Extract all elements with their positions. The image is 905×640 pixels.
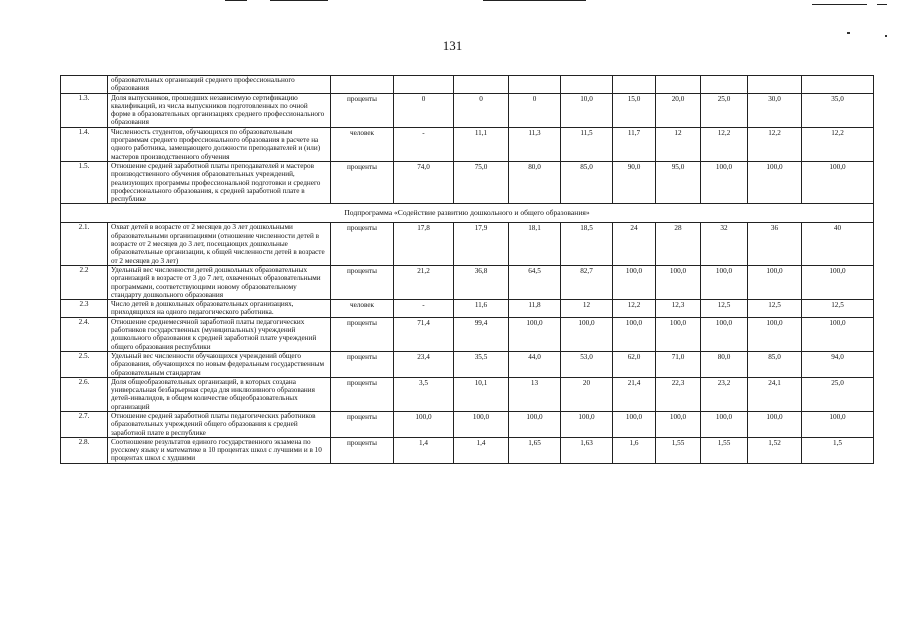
- value-cell: 100,0: [656, 317, 701, 351]
- value-cell: 0: [509, 93, 561, 127]
- indicator-name: Соотношение результатов единого государственного экзамена по русскому языку и математике в 10 процентах школ с лучшими и в 10 процентах школ с худшими: [108, 437, 331, 463]
- value-cell: 18,5: [561, 223, 613, 265]
- table-row: [61, 161, 874, 203]
- top-scan-line-1: [225, 0, 247, 1]
- table-row: [61, 76, 874, 94]
- value-cell: 100,0: [561, 411, 613, 437]
- row-number: 2.5.: [61, 351, 108, 377]
- value-cell: 1,55: [656, 437, 701, 463]
- value-cell: 100,0: [454, 411, 509, 437]
- table-row: [61, 351, 874, 377]
- value-cell: 100,0: [509, 411, 561, 437]
- value-cell: 1,63: [561, 437, 613, 463]
- value-cell: 20,0: [656, 93, 701, 127]
- indicator-name: Отношение среднемесячной заработной платы педагогических работников государственных (муниципальных) учреждений дошкольного образования к средней заработной плате учреждений общего образования республики: [108, 317, 331, 351]
- value-cell: [561, 76, 613, 94]
- unit-cell: [331, 76, 394, 94]
- value-cell: [802, 76, 874, 94]
- value-cell: 10,0: [561, 93, 613, 127]
- value-cell: 12,2: [748, 127, 802, 161]
- value-cell: 100,0: [802, 411, 874, 437]
- value-cell: 21,4: [613, 377, 656, 411]
- indicator-name: Численность студентов, обучающихся по образовательным программам среднего профессионального образования в расчете на одного работника, замещающего должности преподавателей и (или) мастеров производственного обучения: [108, 127, 331, 161]
- value-cell: 1,5: [802, 437, 874, 463]
- value-cell: 12: [656, 127, 701, 161]
- unit-cell: проценты: [331, 351, 394, 377]
- unit-cell: проценты: [331, 93, 394, 127]
- value-cell: [656, 76, 701, 94]
- value-cell: 44,0: [509, 351, 561, 377]
- value-cell: 100,0: [509, 317, 561, 351]
- table-row: [61, 300, 874, 318]
- value-cell: 74,0: [394, 161, 454, 203]
- value-cell: 100,0: [802, 317, 874, 351]
- value-cell: 1,4: [394, 437, 454, 463]
- value-cell: 15,0: [613, 93, 656, 127]
- value-cell: 1,6: [613, 437, 656, 463]
- top-scan-line-5: [877, 4, 887, 5]
- value-cell: 90,0: [613, 161, 656, 203]
- value-cell: 71,4: [394, 317, 454, 351]
- value-cell: 40: [802, 223, 874, 265]
- table-row: [61, 265, 874, 299]
- value-cell: 0: [394, 93, 454, 127]
- value-cell: 85,0: [748, 351, 802, 377]
- value-cell: 1,52: [748, 437, 802, 463]
- value-cell: 100,0: [701, 265, 748, 299]
- value-cell: 100,0: [656, 265, 701, 299]
- value-cell: 80,0: [701, 351, 748, 377]
- value-cell: 62,0: [613, 351, 656, 377]
- value-cell: 24: [613, 223, 656, 265]
- value-cell: 23,2: [701, 377, 748, 411]
- value-cell: 80,0: [509, 161, 561, 203]
- value-cell: 12,2: [802, 127, 874, 161]
- value-cell: 82,7: [561, 265, 613, 299]
- value-cell: 17,9: [454, 223, 509, 265]
- indicator-name: Охват детей в возрасте от 2 месяцев до 3 лет дошкольными образовательными организациями (отношение численности детей в возрасте от 2 месяцев до 3 лет, посещающих дошкольные образовательные организации, к общей численности детей в возрасте от 2 месяцев до 3 лет): [108, 223, 331, 265]
- value-cell: 11,8: [509, 300, 561, 318]
- value-cell: 100,0: [656, 411, 701, 437]
- value-cell: 18,1: [509, 223, 561, 265]
- row-number: [61, 76, 108, 94]
- value-cell: 100,0: [802, 265, 874, 299]
- value-cell: 94,0: [802, 351, 874, 377]
- value-cell: 24,1: [748, 377, 802, 411]
- value-cell: 25,0: [802, 377, 874, 411]
- value-cell: 1,4: [454, 437, 509, 463]
- value-cell: 3,5: [394, 377, 454, 411]
- scan-speck: [847, 32, 850, 34]
- value-cell: 1,55: [701, 437, 748, 463]
- value-cell: 99,4: [454, 317, 509, 351]
- value-cell: 23,4: [394, 351, 454, 377]
- value-cell: 11,7: [613, 127, 656, 161]
- value-cell: 100,0: [701, 411, 748, 437]
- unit-cell: проценты: [331, 411, 394, 437]
- rows-before-subprogram: [61, 76, 874, 204]
- table-row: [61, 377, 874, 411]
- top-scan-line-4: [812, 4, 867, 5]
- unit-cell: человек: [331, 300, 394, 318]
- value-cell: [394, 76, 454, 94]
- unit-cell: проценты: [331, 437, 394, 463]
- table-row: [61, 223, 874, 265]
- value-cell: 32: [701, 223, 748, 265]
- value-cell: 12,3: [656, 300, 701, 318]
- scan-speck: [885, 35, 887, 37]
- value-cell: 53,0: [561, 351, 613, 377]
- top-scan-line-3: [483, 0, 586, 1]
- row-number: 2.2: [61, 265, 108, 299]
- indicator-name: Доля выпускников, прошедших независимую сертификацию квалификаций, из числа выпускников подготовленных по очной форме в образовательных организациях среднего профессионального образования: [108, 93, 331, 127]
- value-cell: 21,2: [394, 265, 454, 299]
- row-number: 1.3.: [61, 93, 108, 127]
- subprogram-title: Подпрограмма «Содействие развитию дошкольного и общего образования»: [61, 204, 874, 223]
- value-cell: 100,0: [748, 317, 802, 351]
- row-number: 1.5.: [61, 161, 108, 203]
- value-cell: 36: [748, 223, 802, 265]
- row-number: 2.7.: [61, 411, 108, 437]
- row-number: 2.8.: [61, 437, 108, 463]
- value-cell: 85,0: [561, 161, 613, 203]
- value-cell: 25,0: [701, 93, 748, 127]
- unit-cell: человек: [331, 127, 394, 161]
- value-cell: [613, 76, 656, 94]
- unit-cell: проценты: [331, 317, 394, 351]
- indicator-name: Отношение средней заработной платы педагогических работников образовательных учреждений общего образования к средней заработной плате в республике: [108, 411, 331, 437]
- row-number: 2.6.: [61, 377, 108, 411]
- value-cell: -: [394, 127, 454, 161]
- value-cell: 100,0: [701, 161, 748, 203]
- value-cell: 11,3: [509, 127, 561, 161]
- value-cell: 100,0: [613, 411, 656, 437]
- value-cell: 100,0: [802, 161, 874, 203]
- value-cell: 100,0: [561, 317, 613, 351]
- rows-after-subprogram: [61, 223, 874, 463]
- value-cell: 30,0: [748, 93, 802, 127]
- table-row: [61, 127, 874, 161]
- table-row: [61, 411, 874, 437]
- table-row: [61, 93, 874, 127]
- indicator-name: Доля общеобразовательных организаций, в которых создана универсальная безбарьерная среда для инклюзивного образования детей-инвалидов, в общем количестве общеобразовательных организаций: [108, 377, 331, 411]
- value-cell: 12,5: [748, 300, 802, 318]
- value-cell: 20: [561, 377, 613, 411]
- indicator-name: Отношение средней заработной платы преподавателей и мастеров производственного обучения образовательных учреждений, реализующих программы профессиональной подготовки и среднего профессионального образования, к средней заработной плате в республике: [108, 161, 331, 203]
- unit-cell: проценты: [331, 377, 394, 411]
- value-cell: 12,2: [701, 127, 748, 161]
- value-cell: [454, 76, 509, 94]
- row-number: 2.1.: [61, 223, 108, 265]
- value-cell: 11,1: [454, 127, 509, 161]
- value-cell: 12,5: [701, 300, 748, 318]
- value-cell: 0: [454, 93, 509, 127]
- value-cell: 12,5: [802, 300, 874, 318]
- value-cell: 35,5: [454, 351, 509, 377]
- value-cell: 1,65: [509, 437, 561, 463]
- value-cell: 10,1: [454, 377, 509, 411]
- value-cell: -: [394, 300, 454, 318]
- row-number: 2.3: [61, 300, 108, 318]
- page-number: 131: [442, 38, 463, 53]
- table-row: [61, 437, 874, 463]
- value-cell: 100,0: [748, 411, 802, 437]
- indicator-name: образовательных организаций среднего профессионального образования: [108, 76, 331, 94]
- subprogram-row: [61, 204, 874, 223]
- value-cell: [701, 76, 748, 94]
- value-cell: 35,0: [802, 93, 874, 127]
- value-cell: 100,0: [701, 317, 748, 351]
- value-cell: 100,0: [748, 161, 802, 203]
- value-cell: 95,0: [656, 161, 701, 203]
- indicator-name: Число детей в дошкольных образовательных организациях, приходящихся на одного педагогического работника.: [108, 300, 331, 318]
- value-cell: 11,5: [561, 127, 613, 161]
- value-cell: 36,8: [454, 265, 509, 299]
- value-cell: 75,0: [454, 161, 509, 203]
- value-cell: 64,5: [509, 265, 561, 299]
- unit-cell: проценты: [331, 265, 394, 299]
- value-cell: 100,0: [748, 265, 802, 299]
- table-row: [61, 317, 874, 351]
- subprogram-header: [61, 204, 874, 223]
- value-cell: 12: [561, 300, 613, 318]
- row-number: 2.4.: [61, 317, 108, 351]
- value-cell: 12,2: [613, 300, 656, 318]
- value-cell: 11,6: [454, 300, 509, 318]
- row-number: 1.4.: [61, 127, 108, 161]
- unit-cell: проценты: [331, 223, 394, 265]
- value-cell: 17,8: [394, 223, 454, 265]
- value-cell: 100,0: [394, 411, 454, 437]
- value-cell: 71,0: [656, 351, 701, 377]
- value-cell: 100,0: [613, 317, 656, 351]
- indicator-name: Удельный вес численности обучающихся учреждений общего образования, обучающихся по новым федеральным государственным образовательным стандартам: [108, 351, 331, 377]
- value-cell: 13: [509, 377, 561, 411]
- indicator-name: Удельный вес численности детей дошкольных образовательных организаций в возрасте от 3 до 7 лет, охваченных образовательными программами, соответствующими новому образовательному стандарту дошкольного образования: [108, 265, 331, 299]
- value-cell: [509, 76, 561, 94]
- value-cell: 22,3: [656, 377, 701, 411]
- value-cell: 28: [656, 223, 701, 265]
- value-cell: 100,0: [613, 265, 656, 299]
- value-cell: [748, 76, 802, 94]
- top-scan-line-2: [270, 0, 328, 1]
- indicators-table: [60, 75, 874, 464]
- unit-cell: проценты: [331, 161, 394, 203]
